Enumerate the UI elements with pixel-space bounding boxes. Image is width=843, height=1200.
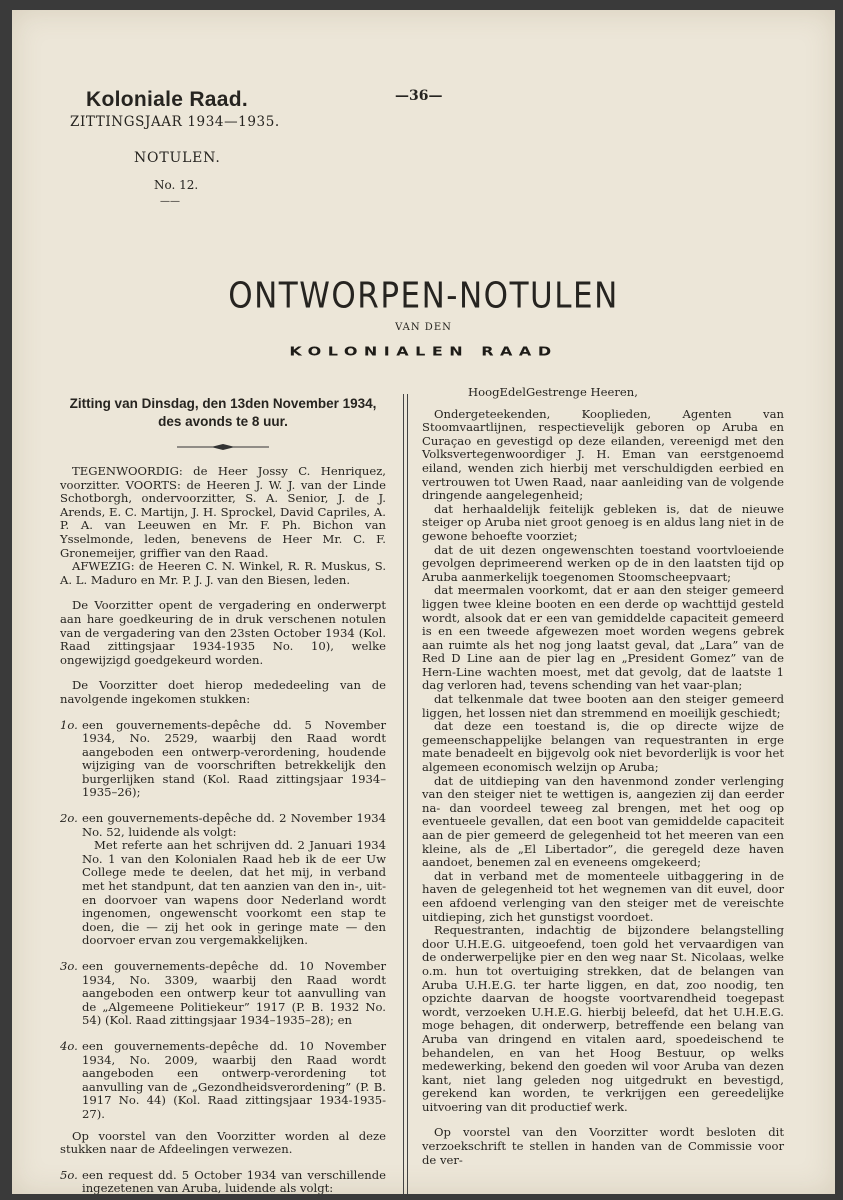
item-text: een gouvernements-depêche dd. 10 November 1934, No. 2009, waarbij den Raad wordt aangeboden een ontwerp-verordening tot aanvulling van de „Gezondheidsverordening” (P. B. 1917 No. 44) (Kol. Raad zittingsjaar 1934-1935-27). xyxy=(82,1038,386,1121)
item-text: een gouvernements-depêche dd. 5 November 1934, No. 2529, waarbij den Raad wordt aangeboden een ontwerp-verordening, houdende wijziging van de voorschriften betrekkelijk den burgerlijken stand (Kol. Raad zittingsjaar 1934–1935–26); xyxy=(82,717,386,800)
item-number: 3o. xyxy=(60,959,78,973)
session-line-2: des avonds te 8 uur. xyxy=(158,414,288,429)
document-number: No. 12. xyxy=(154,178,199,192)
item-text: een request dd. 5 October 1934 van verschillende ingezetenen van Aruba, luidende als volgt: xyxy=(82,1167,386,1194)
request-paragraph: Ondergeteekenden, Kooplieden, Agenten van Stoomvaartlijnen, respectievelijk geboren op Aruba en Curaçao en gevestigd op deze eilanden, vereenigd met den Volksvertegenwoordiger J. H. Eman van eerstgenoemd eiland, wenden zich hierbij met verschuldigden eerbied en vertrouwen tot Uwen Raad, naar aanleiding van de volgende dringende aangelegenheid; xyxy=(422,406,784,503)
item-number: 4o. xyxy=(60,1038,78,1053)
item-text: een gouvernements-depêche dd. 2 November 1934 No. 52, luidende als volgt: xyxy=(82,811,386,839)
session-year: ZITTINGSJAAR 1934—1935. xyxy=(70,114,280,130)
absent-text: AFWEZIG: de Heeren C. N. Winkel, R. R. Muskus, S. A. L. Maduro en Mr. P. J. J. van den Biesen, leden. xyxy=(60,559,386,587)
attendance-text: TEGENWOORDIG: de Heer Jossy C. Henriquez, voorzitter. VOORTS: de Heeren J. W. J. van der Linde Schotborgh, ondervoorzitter, S. A. Senior, J. de J. Arends, E. C. Martijn, J. H. Sprockel, David Capriles, A. P. A. van Leeuwen en Mr. F. Ph. Bichon van Ysselmonde, leden, benevens de Heer Mr. C. F. Gronemeijer, griffier van den Raad. xyxy=(60,464,386,560)
item-text: een gouvernements-depêche dd. 10 November 1934, No. 3309, waarbij den Raad wordt aangeboden een ontwerp keur tot aanvulling van de „Algemeene Politiekeur” 1917 (P. B. 1932 No. 54) (Kol. Raad zittingsjaar 1934–1935–28); en xyxy=(82,959,386,1028)
request-paragraph: Requestranten, indachtig de bijzondere belangstelling door U.H.E.G. uitgeoefend, toen gold het vervaardigen van de onderwerpelijke pier en den weg naar St. Nicolaas, welke o.m. hun tot overtuiging strekken, dat de belangen van Aruba U.H.E.G. ter harte liggen, en dat, zoo noodig, ten opzichte daarvan de hoogste voortvarendheid toegepast wordt, verzoeken U.H.E.G. hierbij beleefd, dat het U.H.E.G. moge behagen, dit onderwerp, betreffende een belang van Aruba van dringend en vitalen aard, spoedeischend te behandelen, en van het Hoog Bestuur, op welks medewerking, bekend den goeden wil voor Aruba van dezen kant, niet lang geleden nog uitgedrukt en bevestigd, gerekend kan worden, te verkrijgen een gereedelijke uitvoering van dit productief werk. xyxy=(422,923,784,1114)
referral-paragraph: Op voorstel van den Voorzitter worden al deze stukken naar de Afdeelingen verwezen. xyxy=(60,1128,386,1157)
left-column xyxy=(60,395,386,1194)
opening-paragraph: De Voorzitter opent de vergadering en onderwerpt aan hare goedkeuring de in druk verschenen notulen van de vergadering van den 23sten October 1934 (Kol. Raad zittingsjaar 1934-1935 No. 10), welke ongewijzigd goedgekeurd worden. xyxy=(60,598,386,667)
right-column xyxy=(422,386,784,1167)
column-divider xyxy=(400,394,412,1194)
list-item xyxy=(60,1040,386,1122)
request-paragraph: dat herhaaldelijk feitelijk gebleken is, dat de nieuwe steiger op Aruba niet groot genoeg is en aldus lang niet in de gewone behoefte voorziet; xyxy=(422,501,784,543)
session-line-1: Zitting van Dinsdag, den 13den November 1934, xyxy=(69,396,377,411)
quoted-letter: Met referte aan het schrijven dd. 2 Januari 1934 No. 1 van den Kolonialen Raad heb ik de eer Uw College mede te deelen, dat het mij, in verband met het standpunt, dat ten aanzien van den in-, uit- en doorvoer van wapens door Nederland wordt ingenomen, ongewenscht voorkomt een stap te doen, die — zij het ook in geringe mate — den doorvoer ervan zou vergemakkelijken. xyxy=(82,838,386,948)
masthead-van-den: VAN DEN xyxy=(395,322,452,333)
notulen-label: NOTULEN. xyxy=(134,150,221,166)
council-title: Koloniale Raad. xyxy=(86,88,249,111)
item-number: 5o. xyxy=(60,1167,78,1182)
list-item xyxy=(60,812,386,839)
document-page xyxy=(12,10,835,1194)
announcement-paragraph: De Voorzitter doet hierop mededeeling van de navolgende ingekomen stukken: xyxy=(60,678,386,706)
salutation: HoogEdelGestrenge Heeren, xyxy=(468,385,638,399)
masthead-council: KOLONIALEN RAAD xyxy=(289,344,558,359)
number-dash: —— xyxy=(160,196,180,207)
request-paragraph: dat de uitdieping van den havenmond zonder verlenging van den steiger niet te wettigen is, aangezien zij dan eerder na- dan voordeel teweeg zal brengen, met het oog op eventueele gevallen, dat een boot van gemiddelde capaciteit aan de pier gemeerd de gelegenheid tot het meeren van een kleine, als de „El Libertador”, die geregeld deze haven aandoet, benemen zal en eveneens omgekeerd; xyxy=(422,773,784,870)
request-paragraph: dat de uit dezen ongewenschten toestand voortvloeiende gevolgen deprimeerend werken op de in den laatsten tijd op Aruba aanmerkelijk toegenomen Stoomscheepvaart; xyxy=(422,542,784,584)
request-paragraph: dat in verband met de momenteele uitbaggering in de haven de gelegenheid tot het wegnemen van dit euvel, door een afdoend verlenging van den steiger met de vereischte uitdieping, zich het gunstigst voordoet. xyxy=(422,868,784,924)
list-item xyxy=(60,1169,386,1194)
item-number: 2o. xyxy=(60,811,78,826)
list-item xyxy=(60,719,386,801)
masthead-title: ONTWORPEN-NOTULEN xyxy=(228,275,619,317)
ornament-divider-icon xyxy=(177,443,269,451)
request-paragraph: dat telkenmale dat twee booten aan den steiger gemeerd liggen, het lossen niet dan stremmend en moeilijk geschiedt; xyxy=(422,692,784,720)
list-item xyxy=(60,960,386,1028)
closing-paragraph: Op voorstel van den Voorzitter wordt besloten dit verzoekschrift te stellen in handen van de Commissie voor de ver- xyxy=(422,1125,784,1167)
page-number: —36— xyxy=(395,88,443,104)
request-paragraph: dat deze een toestand is, die op directe wijze de gemeenschappelijke belangen van requestranten in erge mate benadeelt en bijgevolg ook niet bevorderlijk is voor het algemeen economisch welzijn op Aruba; xyxy=(422,719,784,775)
request-paragraph: dat meermalen voorkomt, dat er aan den steiger gemeerd liggen twee kleine booten en een derde op wachttijd gesteld wordt, alsook dat er een van gemiddelde capaciteit gemeerd is en een tweede afgewezen moet worden wegens gebrek aan ruimte als het nog jong laatst geval, dat „Lara” van de Red D Line aan de pier lag en „President Gomez” van de Hern-Line wachten moest, met dat gevolg, dat de laatste 1 dag verloren had, tevens schending van het vaar-plan; xyxy=(422,583,784,693)
session-heading xyxy=(60,395,386,431)
item-number: 1o. xyxy=(60,717,78,732)
